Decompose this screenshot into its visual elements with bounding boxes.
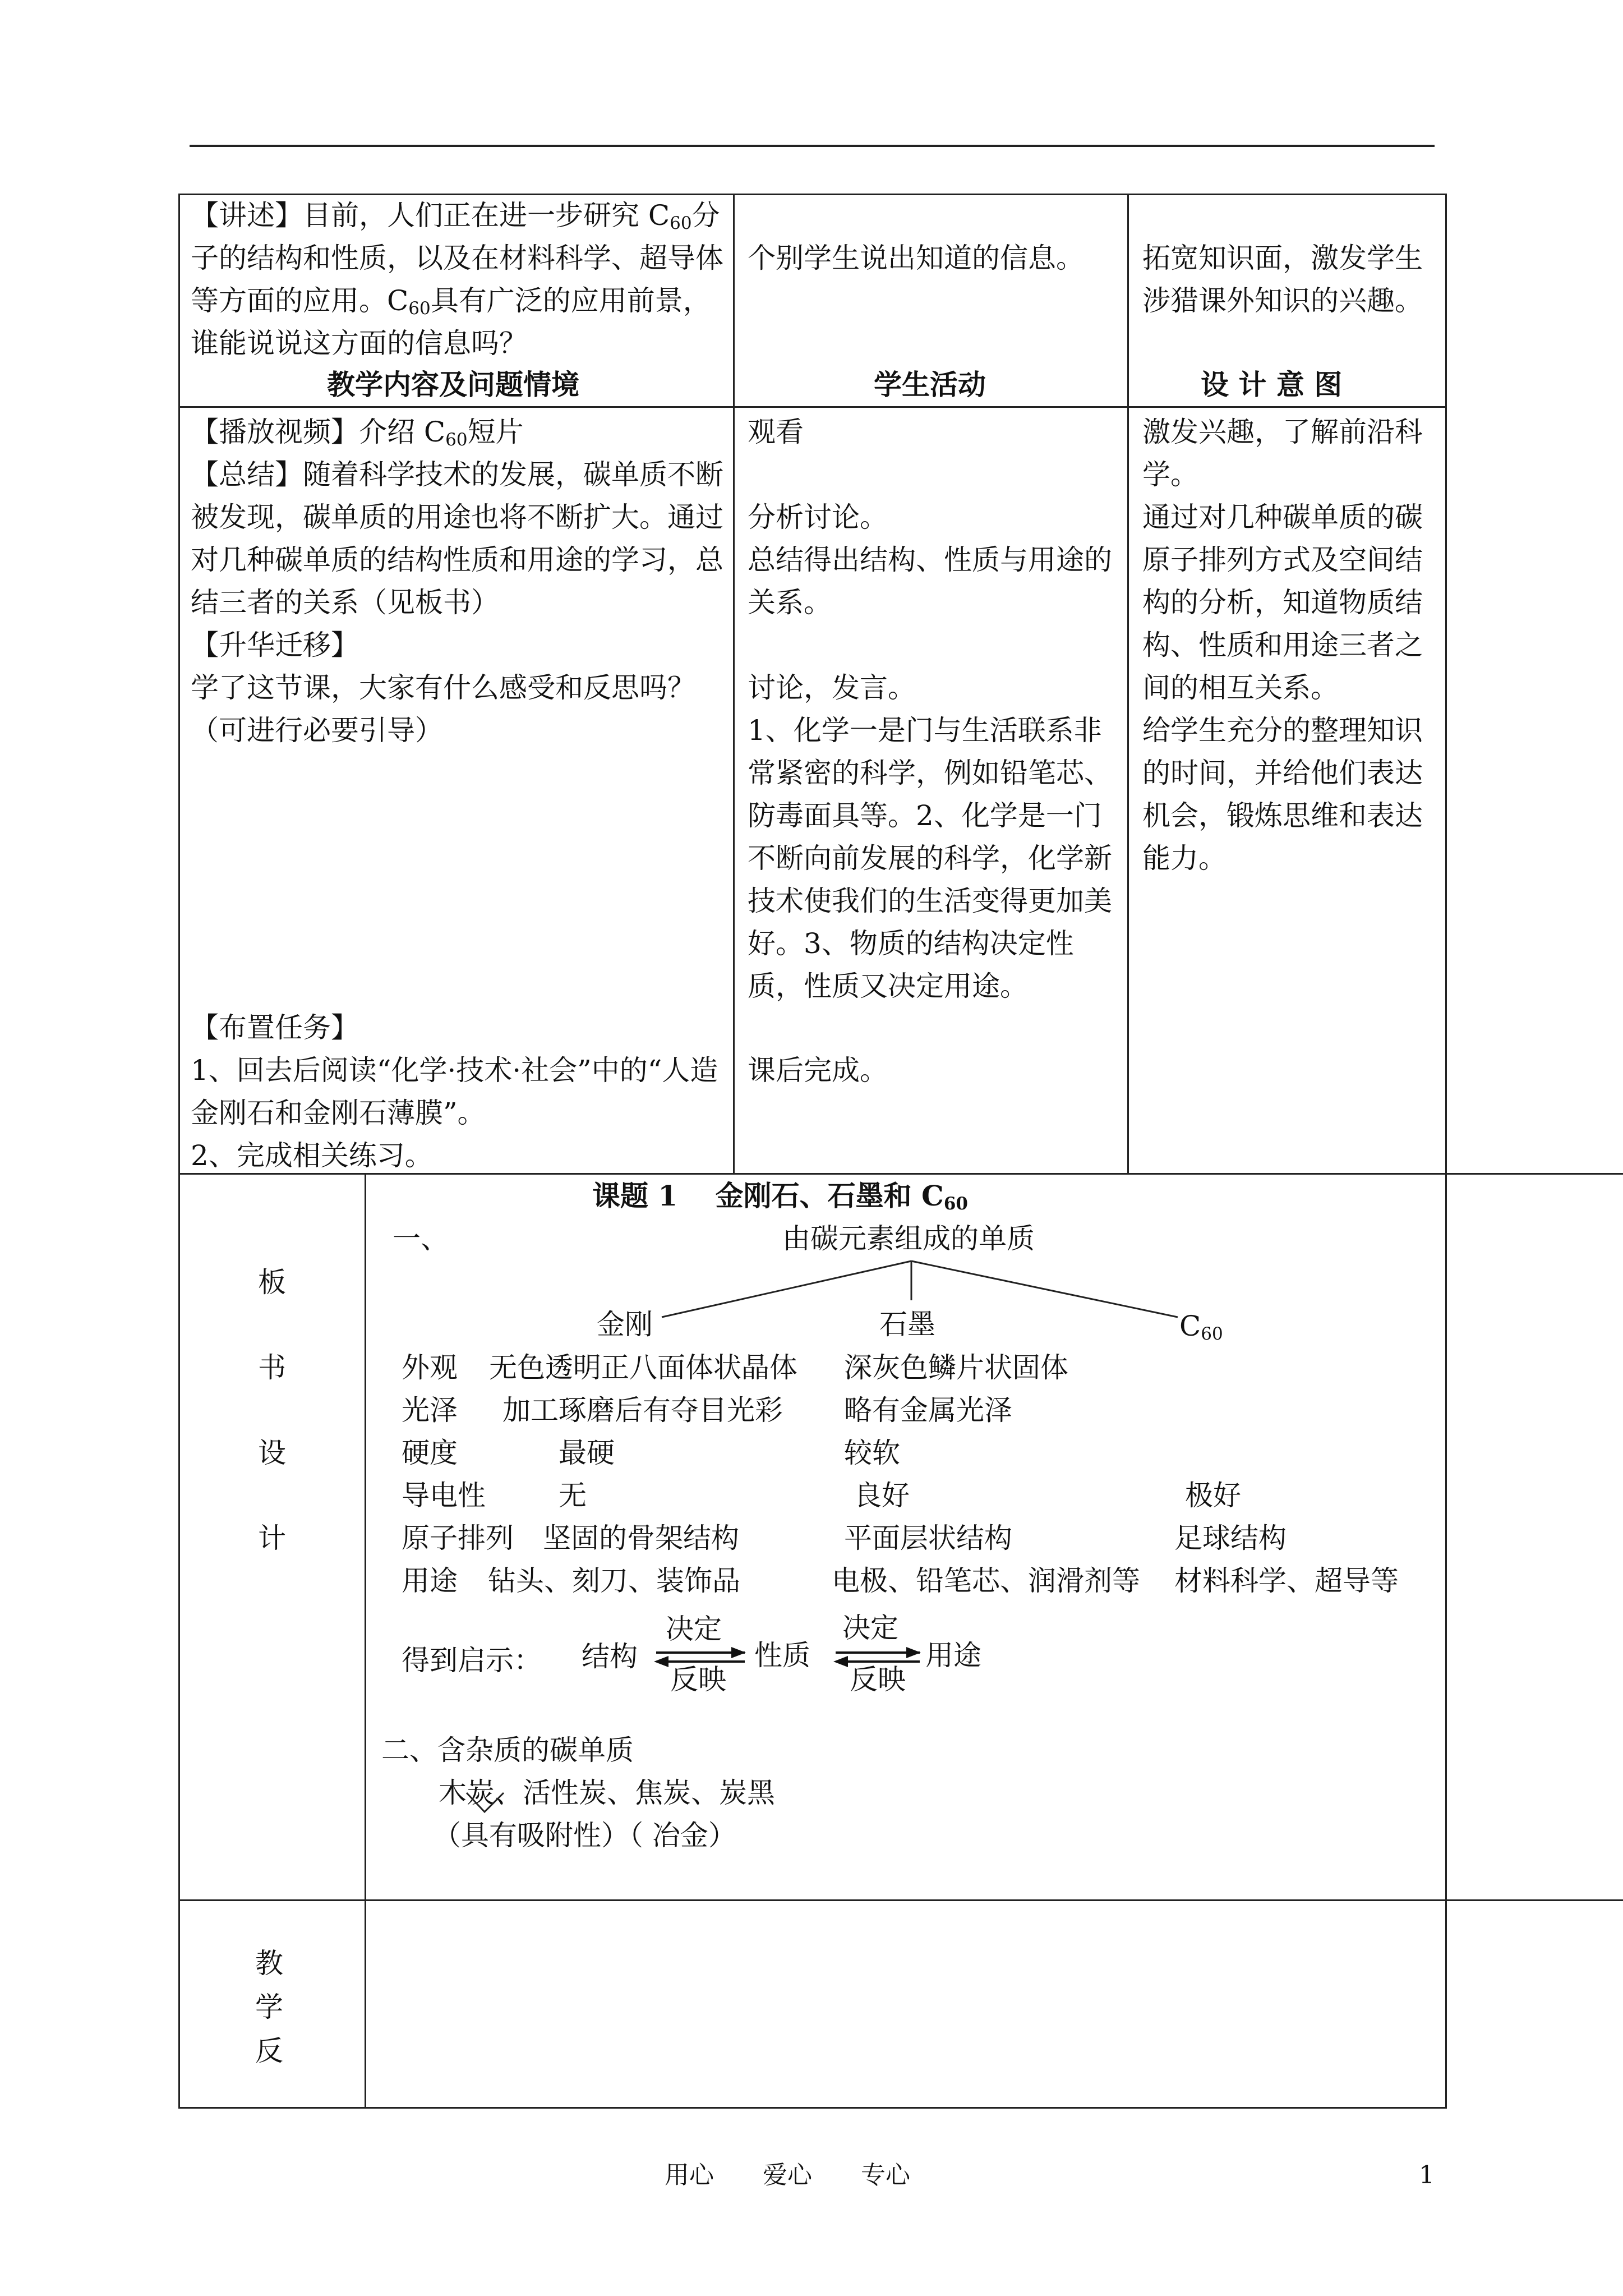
intent-p1: 激发兴趣，了解前沿科学。 (1142, 416, 1423, 491)
board-sec2-items: 木炭、活性炭、焦炭、炭黑 (439, 1777, 775, 1809)
prop-a-use: 钻头、刻刀、装饰品 (488, 1565, 740, 1597)
row1-lecture: 【讲述】目前，人们正在进一步研究 $C_{60}$分子的结构和性质，以及在材料科学、超导体等方面的应用。$C_{60}$具有广泛的应用前景，谁能说说这方面的信息吗？ (191, 199, 723, 360)
branch-c60: $C_{60}$ (1179, 1310, 1223, 1344)
footer-mid: 爱心 (763, 2161, 812, 2189)
footer-left: 用心 (665, 2161, 714, 2189)
task-item-1: 1、回去后阅读“化学·技术·社会”中的“人造金刚石和金刚石薄膜”。 (191, 1054, 718, 1129)
prop-b-appearance: 深灰色鳞片状固体 (844, 1351, 1068, 1384)
prop-b-hardness: 较软 (844, 1437, 900, 1469)
activity-watch: 观看 (748, 416, 804, 448)
prop-label-use: 用途 (402, 1565, 458, 1597)
header-intent: 设 计 意 图 (1201, 368, 1343, 401)
reflection-label-3: 反 (255, 2035, 283, 2067)
board-sec1-num: 一、 (393, 1222, 449, 1255)
summary-paragraph: 【总结】随着科学技术的发展，碳单质不断被发现，碳单质的用途也将不断扩大。通过对几种碳单质的结构性质和用途的学习，总结三者的关系（见板书） (191, 458, 723, 619)
intent-p3: 给学生充分的整理知识的时间，并给他们表达机会，锻炼思维和表达能力。 (1142, 714, 1423, 875)
sublimate-title: 【升华迁移】 (191, 629, 359, 661)
row1-student: 个别学生说出知道的信息。 (748, 242, 1084, 274)
board-root: 由碳元素组成的单质 (782, 1222, 1035, 1255)
prop-c-use: 材料科学、超导等 (1174, 1565, 1399, 1597)
prop-a-appearance: 无色透明正八面体状晶体 (489, 1351, 797, 1384)
prop-label-luster: 光泽 (402, 1394, 458, 1427)
row1-intent: 拓宽知识面，激发学生涉猎课外知识的兴趣。 (1142, 242, 1423, 317)
chain-decide-2: 决定 (842, 1612, 898, 1644)
chain-property: 性质 (754, 1639, 810, 1672)
prop-c-conductivity: 极好 (1185, 1479, 1241, 1512)
sublimate-note: （可进行必要引导） (191, 714, 443, 747)
task-title: 【布置任务】 (191, 1011, 359, 1044)
task-item-2: 2、完成相关练习。 (191, 1139, 433, 1172)
video-line: 【播放视频】介绍 $C_{60}$短片 (191, 416, 524, 450)
prop-label-arrangement: 原子排列 (402, 1522, 514, 1554)
prop-b-luster: 略有金属光泽 (844, 1394, 1012, 1427)
chain-use: 用途 (925, 1639, 981, 1672)
board-title: 课题 1 金刚石、石墨和 $C_{60}$ (592, 1179, 968, 1214)
page-number: 1 (1419, 2161, 1435, 2189)
prop-label-hardness: 硬度 (402, 1437, 458, 1469)
board-label-1: 板 (258, 1266, 286, 1299)
chain-reflect-1: 反映 (670, 1663, 726, 1696)
prop-a-conductivity: 无 (559, 1479, 587, 1512)
prop-a-luster: 加工琢磨后有夺目光彩 (502, 1394, 783, 1427)
activity-after: 课后完成。 (748, 1054, 888, 1087)
activity-speak: 讨论，发言。 (748, 671, 916, 704)
prop-a-arrangement: 坚固的骨架结构 (543, 1522, 739, 1554)
prop-c-arrangement: 足球结构 (1174, 1522, 1287, 1554)
activity-discuss: 分析讨论。 (748, 501, 888, 533)
footer-right: 专心 (861, 2161, 910, 2189)
board-label-2: 书 (258, 1351, 286, 1384)
prop-a-hardness: 最硬 (559, 1437, 615, 1469)
chain-reflect-2: 反映 (850, 1663, 906, 1696)
branch-diamond: 金刚 (597, 1308, 653, 1341)
board-label-4: 计 (258, 1522, 286, 1554)
chain-structure: 结构 (582, 1640, 638, 1673)
branch-graphite: 石墨 (879, 1308, 935, 1341)
reflection-label-2: 学 (255, 1991, 283, 2023)
sublimate-question: 学了这节课，大家有什么感受和反思吗？ (191, 671, 695, 704)
chain-decide-1: 决定 (666, 1613, 722, 1645)
reflection-label-1: 教 (255, 1947, 283, 1980)
header-activity: 学生活动 (874, 368, 986, 401)
activity-points: 1、化学一是门与生活联系非常紧密的科学，例如铅笔芯、防毒面具等。2、化学是一门不断向前发展的科学，化学新技术使我们的生活变得更加美好。3、物质的结构决定性质，性质又决定用途。 (748, 714, 1112, 1002)
prop-b-use: 电极、铅笔芯、润滑剂等 (832, 1565, 1140, 1597)
prop-b-conductivity: 良好 (854, 1479, 910, 1512)
board-label-3: 设 (258, 1437, 286, 1469)
board-sec2-note: （具有吸附性）（ 冶金） (433, 1819, 736, 1852)
board-sec2-title: 二、含杂质的碳单质 (381, 1734, 634, 1766)
prop-b-arrangement: 平面层状结构 (844, 1522, 1012, 1554)
intent-p2: 通过对几种碳单质的碳原子排列方式及空间结构的分析，知道物质结构、性质和用途三者之间的相互关系。 (1142, 501, 1423, 704)
prop-label-appearance: 外观 (402, 1351, 458, 1384)
header-content: 教学内容及问题情境 (327, 368, 579, 401)
insight-label: 得到启示： (402, 1644, 542, 1677)
activity-conclude: 总结得出结构、性质与用途的关系。 (748, 544, 1112, 619)
prop-label-conductivity: 导电性 (402, 1479, 486, 1512)
